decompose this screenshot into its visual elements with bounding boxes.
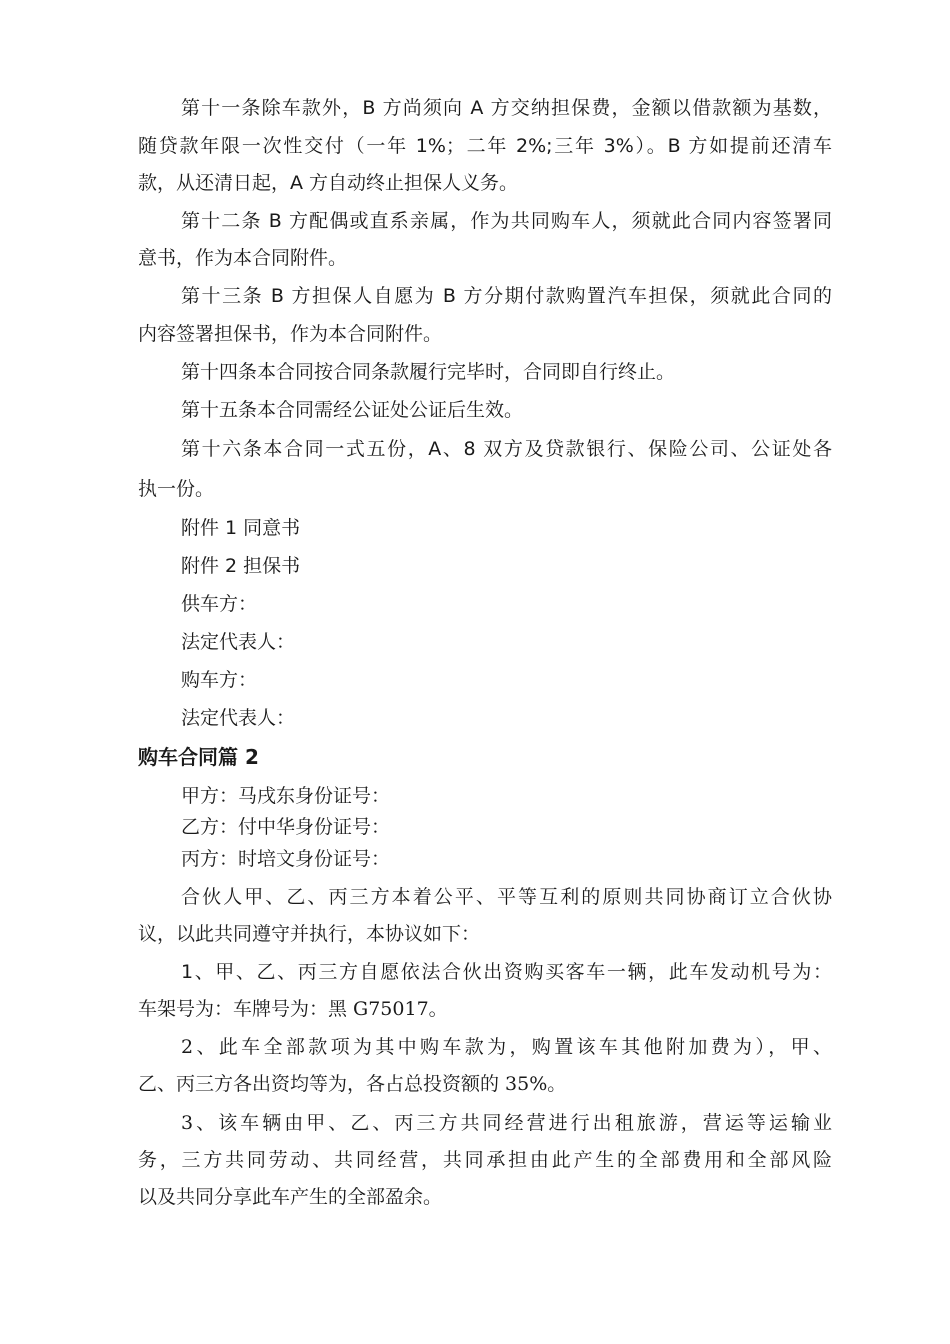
item-2-line-1: 2、此车全部款项为其中购车款为，购置该车其他附加费为），甲、 — [181, 1036, 832, 1058]
item-1-line-1: 1、甲、乙、丙三方自愿依法合伙出资购买客车一辆，此车发动机号为： — [181, 961, 832, 983]
section-heading: 购车合同篇 2 — [138, 745, 259, 769]
supplier-label: 供车方： — [181, 593, 258, 615]
attachment-1: 附件 1 同意书 — [181, 517, 301, 539]
buyer-label: 购车方： — [181, 669, 258, 691]
article-11-line-1: 第十一条除车款外，B 方尚须向 A 方交纳担保费，金额以借款额为基数， — [181, 97, 832, 119]
article-11-line-3: 款，从还清日起，A 方自动终止担保人义务。 — [138, 172, 519, 194]
article-14: 第十四条本合同按合同条款履行完毕时，合同即自行终止。 — [181, 361, 676, 383]
article-12-line-2: 意书，作为本合同附件。 — [138, 247, 348, 269]
item-3-line-1: 3、该车辆由甲、乙、丙三方共同经营进行出租旅游，营运等运输业 — [181, 1112, 832, 1134]
article-11-line-2: 随贷款年限一次性交付（一年 1%；二年 2%;三年 3%）。B 方如提前还清车 — [138, 135, 832, 157]
intro-line-2: 议，以此共同遵守并执行，本协议如下： — [138, 923, 481, 945]
article-12-line-1: 第十二条 B 方配偶或直系亲属，作为共同购车人，须就此合同内容签署同 — [181, 210, 832, 232]
legal-rep-label-2: 法定代表人： — [181, 707, 296, 729]
item-2-line-2: 乙、丙三方各出资均等为，各占总投资额的 35%。 — [138, 1073, 567, 1095]
item-3-line-2: 务，三方共同劳动、共同经营，共同承担由此产生的全部费用和全部风险 — [138, 1149, 832, 1171]
intro-line-1: 合伙人甲、乙、丙三方本着公平、平等互利的原则共同协商订立合伙协 — [181, 886, 832, 908]
legal-rep-label-1: 法定代表人： — [181, 631, 296, 653]
item-1-line-2: 车架号为：车牌号为：黑 G75017。 — [138, 998, 448, 1020]
item-3-line-3: 以及共同分享此车产生的全部盈余。 — [138, 1186, 443, 1208]
party-a: 甲方：马戌东身份证号： — [181, 785, 391, 807]
article-16-line-2: 执一份。 — [138, 478, 215, 500]
article-13-line-2: 内容签署担保书，作为本合同附件。 — [138, 323, 443, 345]
party-b: 乙方：付中华身份证号： — [181, 816, 391, 838]
article-15: 第十五条本合同需经公证处公证后生效。 — [181, 399, 524, 421]
party-c: 丙方：时培文身份证号： — [181, 848, 391, 870]
article-13-line-1: 第十三条 B 方担保人自愿为 B 方分期付款购置汽车担保，须就此合同的 — [181, 285, 832, 307]
article-16-line-1: 第十六条本合同一式五份，A、8 双方及贷款银行、保险公司、公证处各 — [181, 438, 832, 460]
attachment-2: 附件 2 担保书 — [181, 555, 301, 577]
